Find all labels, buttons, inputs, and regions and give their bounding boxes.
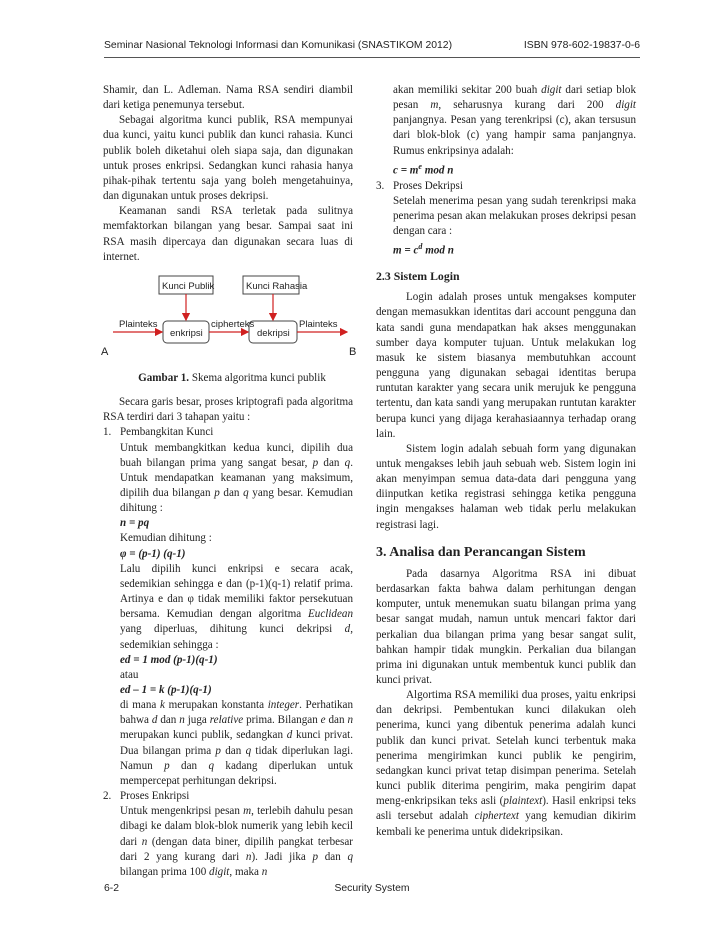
list-item-text: Untuk membangkitkan kedua kunci, dipilih dua buah bilangan prima yang sangat besar, p dan q. Untuk mendapatkan keamanan yang maksimum, dipilih dua bilangan p dan q yang besar. Kemudian dihitung : [120, 441, 353, 515]
list-item-text: Setelah menerima pesan yang sudah terenkripsi maka penerima pesan akan melakukan proses dekripsi pesan dengan cara : [393, 194, 636, 238]
label-plainteks-left: Plainteks [119, 318, 158, 330]
list-item-title: Pembangkitan Kunci [120, 426, 214, 439]
header-rule [104, 57, 640, 58]
list-item-continued [376, 83, 636, 179]
paragraph: Sistem login adalah sebuah form yang digunakan untuk mengakses lebih jauh sebuah web. Sistem login ini akan menyimpan semua data-data dari pengguna yang diinputkan ketika registrasi sehingga ketika pengguna ingin mengakses halaman web tidak perlu melakukan registrasi lagi. [376, 442, 636, 531]
figure-rsa-scheme [101, 275, 358, 365]
paragraph: Login adalah proses untuk mengakses komputer dengan memasukkan identitas dari account pengguna dan kata sandi guna mendapatkan hak akses menggunakan sumber daya komputer tujuan. Untuk melakukan log masuk ke sistem biasanya membutuhkan account pengguna yang digunakan sebagai identitas berupa runtutan karakter yang secara unik merujuk ke pengguna tertentu, dan kata sandi yang merupakan runtutan karakter berupa kunci yang dijaga kerahasiaannya terhadap orang lain. [376, 291, 636, 440]
list-item [103, 425, 353, 789]
section-heading-3: 3. Analisa dan Perancangan Sistem [376, 544, 586, 560]
paragraph: Sebagai algoritma kunci publik, RSA mempunyai dua kunci, yaitu kunci publik dan kunci rahasia. Kunci publik boleh diketahui oleh siapa saja, dan digunakan untuk proses enkripsi. Sedangkan kunci rahasia hanya pihak-pihak tertentu saja yang boleh mengetahuinya, dan digunakan untuk proses dekripsi. [103, 114, 353, 203]
list-number: 3. [376, 179, 385, 192]
label-kunci-rahasia: Kunci Rahasia [246, 280, 308, 292]
label-a: A [101, 345, 109, 358]
figure-caption [103, 371, 353, 386]
left-column [101, 83, 357, 880]
paragraph: Shamir, dan L. Adleman. Nama RSA sendiri diambil dari ketiga penemunya tersebut. [103, 84, 353, 112]
equation: n = pq [120, 517, 150, 530]
footer-title: Security System [334, 883, 410, 894]
list-item-text: akan memiliki sekitar 200 buah digit dari setiap blok pesan m, seharusnya kurang dari 200 digit panjangnya. Pesan yang terenkripsi (c), akan tersusun dari blok-blok (c) yang hampir sama panjangnya. Rumus enkripsinya adalah: [393, 84, 636, 157]
section-heading-2-3: 2.3 Sistem Login [376, 269, 460, 284]
list-number: 2. [103, 790, 112, 803]
list-item-text: Kemudian dihitung : [120, 532, 212, 545]
list-item-text: di mana k merupakan konstanta integer. Perhatikan bahwa d dan n juga relative prima. Bilangan e dan n merupakan kunci publik, sedangkan d kunci privat. Dua bilangan prima p dan q tidak diperlukan lagi. Namun p dan q kadang diperlukan untuk mempercepat perhitungan dekripsi. [120, 699, 353, 787]
equation: $m = c^d$ mod n [393, 242, 454, 257]
label-enkripsi: enkripsi [170, 327, 203, 339]
label-plainteks-right: Plainteks [299, 318, 338, 330]
list-number: 1. [103, 426, 112, 439]
equation: φ = (p-1) (q-1) [120, 547, 186, 560]
header-conference: Seminar Nasional Teknologi Informasi dan Komunikasi (SNASTIKOM 2012) [104, 40, 453, 51]
page-number: 6-2 [104, 883, 120, 894]
equation: ed – 1 = k (p-1)(q-1) [120, 684, 212, 696]
list-item-title: Proses Enkripsi [120, 790, 190, 803]
paragraph: Secara garis besar, proses kriptografi pada algoritma RSA terdiri dari 3 tahapan yaitu : [103, 396, 353, 424]
caption-label: Gambar 1. [138, 371, 190, 384]
caption-text: Skema algoritma kunci publik [189, 371, 326, 384]
header-isbn: ISBN 978-602-19837-0-6 [523, 40, 640, 51]
paragraph: Algortima RSA memiliki dua proses, yaitu enkripsi dan dekripsi. Pembentukan kunci dilakukan oleh penerima, kunci yang dibentuk penerima adalah kunci publik dan kunci privat. Setelah kunci terbentuk maka penerima mengirimkan kunci publik ke pengirim, sedangkan kunci privat tetap disimpan penerima. Setelah kunci publik diterima pengirim, maka pengirim dapat meng-enkripsikan teks asli (plaintext). Hasil enkripsi teks asli tersebut adalah ciphertext yang kemudian dikirim kembali ke penerima untuk didekripsikan. [376, 689, 637, 838]
label-kunci-publik: Kunci Publik [162, 280, 215, 292]
list-item [376, 179, 636, 259]
list-item-text: atau [120, 668, 139, 681]
page-header [104, 40, 640, 56]
label-cipherteks: cipherteks [211, 318, 255, 330]
paragraph: Keamanan sandi RSA terletak pada sulitnya memfaktorkan bilangan yang besar. Sampai saat ini RSA masih dipercaya dan digunakan secara luas di internet. [103, 205, 353, 263]
equation: $c = m^e$ mod n [393, 161, 454, 177]
list-item-text: Lalu dipilih kunci enkripsi e secara acak, sedemikian sehingga e dan (p-1)(q-1) relatif prima. Artinya e dan φ tidak memiliki faktor persekutuan bersama. Kemudian dengan algoritma Euclidean yang diperluas, dihitung kunci dekripsi d, sedemikian sehingga : [120, 562, 353, 651]
list-item [103, 789, 353, 880]
list-item-title: Proses Dekripsi [393, 179, 463, 192]
page-footer [104, 883, 640, 897]
label-b: B [349, 345, 357, 358]
equation: ed = 1 mod (p-1)(q-1) [120, 653, 218, 666]
paragraph: Pada dasarnya Algoritma RSA ini dibuat berdasarkan fakta bahwa dalam perhitungan dengan komputer, untuk menemukan suatu bilangan prima yang besar sangat mudah, namun untuk mencari faktor dari perkalian dua bilangan prima yang besar sangat sulit, bahkan hampir tidak mungkin. Perkalian dua bilangan prima ini digunakan untuk membentuk kunci publik dan kunci privat. [376, 567, 636, 686]
right-column [376, 83, 636, 840]
label-dekripsi: dekripsi [257, 327, 290, 339]
list-item-text: Untuk mengenkripsi pesan m, terlebih dahulu pesan dibagi ke dalam blok-blok numerik yang lebih kecil dari n (dengan data biner, dipilih pangkat terbesar dari 2 yang kurang dari n). Jadi jika p dan q bilangan prima 100 digit, maka n [120, 805, 353, 878]
